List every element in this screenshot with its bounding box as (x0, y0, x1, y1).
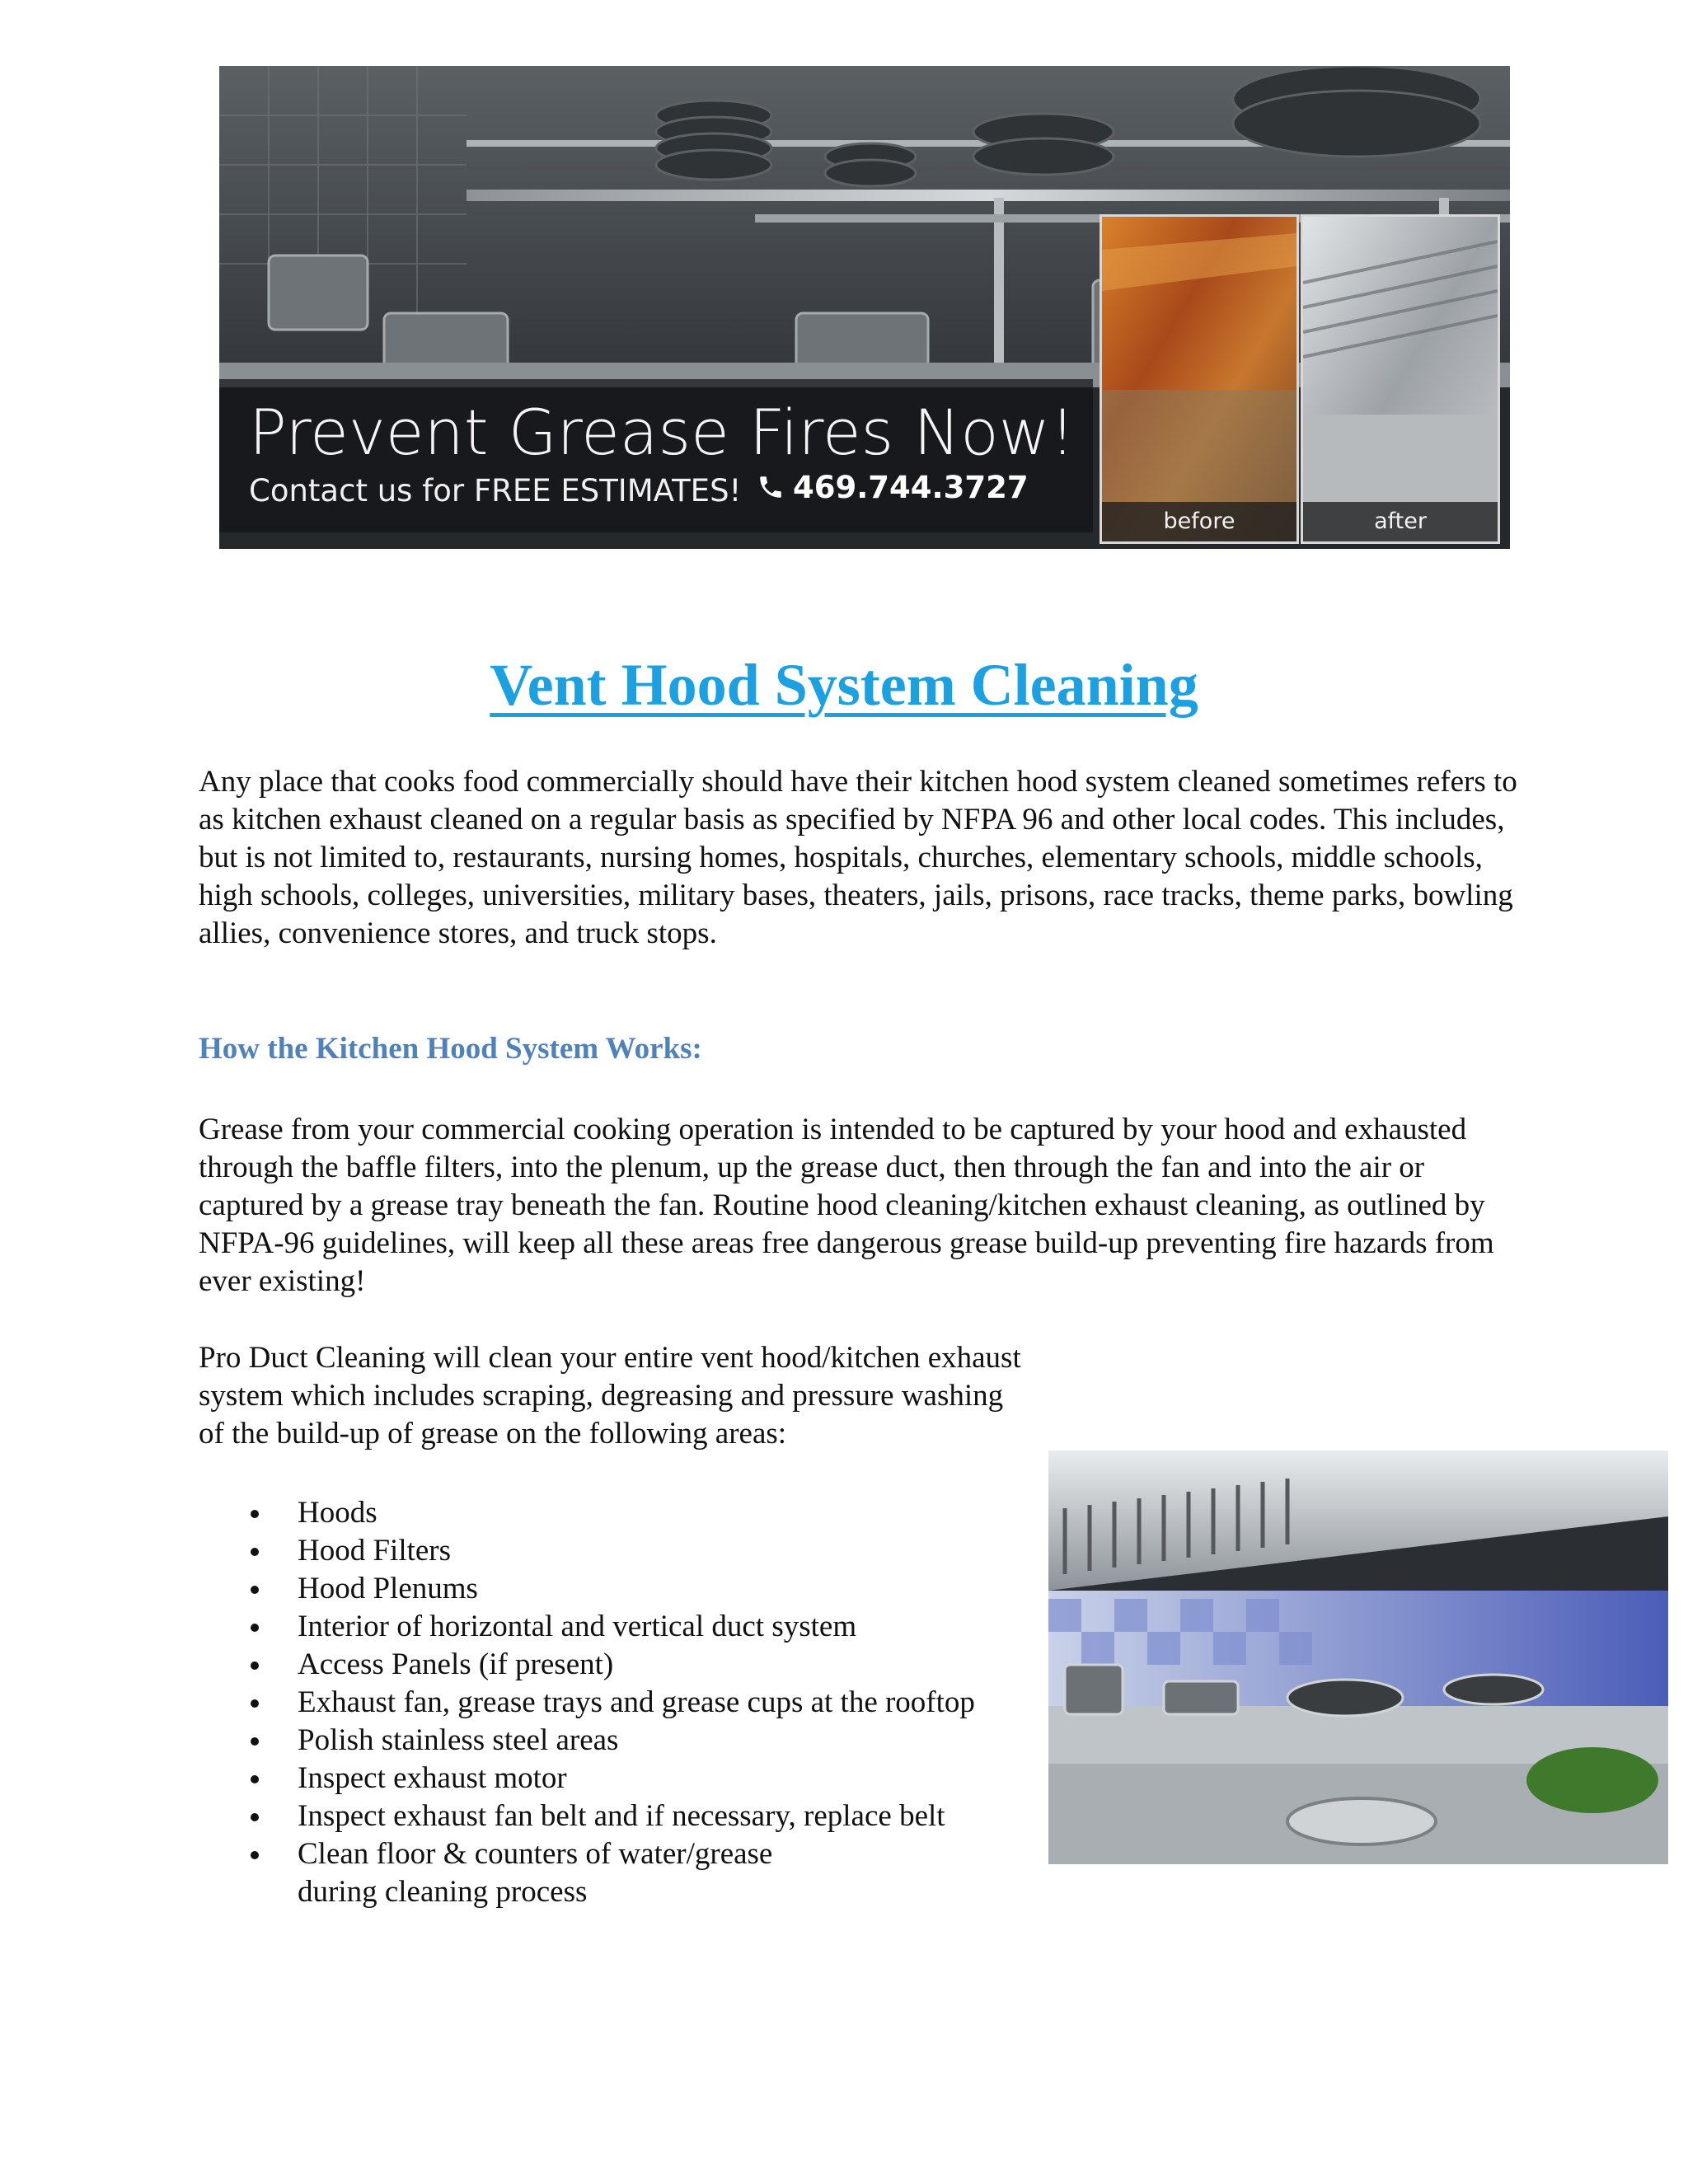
bullet-icon (251, 1586, 259, 1594)
list-item: Clean floor & counters of water/grease during cleaning process (199, 1835, 1056, 1911)
banner-headline: Prevent Grease Fires Now! (249, 396, 1076, 469)
intro-paragraph: Any place that cooks food commercially should have their kitchen hood system cleaned sometimes refers to as kitchen exhaust cleaned on a regular basis as specified by NFPA 96 and other local codes. This includes, but is not limited to, restaurants, nursing homes, hospitals, churches, elementary schools, middle schools, high schools, colleges, universities, military bases, theaters, jails, prisons, race tracks, theme parks, bowling allies, convenience stores, and truck stops. (199, 765, 1517, 950)
kitchen-hood-image (1048, 1451, 1668, 1864)
bullet-icon (251, 1661, 259, 1670)
bullet-icon (251, 1775, 259, 1783)
list-item: Polish stainless steel areas (199, 1722, 1056, 1760)
service-areas-list (199, 1494, 1056, 1911)
phone-icon (757, 473, 785, 501)
before-photo (1100, 214, 1299, 544)
bullet-icon (251, 1624, 259, 1632)
before-label: before (1102, 502, 1296, 541)
bullet-icon (251, 1737, 259, 1746)
list-item: Exhaust fan, grease trays and grease cups at the rooftop (199, 1684, 1056, 1722)
list-item: Access Panels (if present) (199, 1646, 1056, 1684)
page-title[interactable]: Vent Hood System Cleaning (490, 652, 1198, 718)
after-photo (1301, 214, 1500, 544)
clean-hood-image (1303, 217, 1498, 541)
list-item: Hood Plenums (199, 1570, 1056, 1608)
banner-phone[interactable] (757, 470, 1029, 505)
bullet-icon (251, 1813, 259, 1821)
promo-banner (219, 66, 1510, 549)
greasy-hood-image (1102, 217, 1296, 541)
after-label: after (1303, 502, 1498, 541)
works-paragraph: Grease from your commercial cooking operation is intended to be captured by your hood and exhausted through the baffle filters, into the plenum, up the grease duct, then through the fan and into the air or captured by a grease tray beneath the fan. Routine hood cleaning/kitchen exhaust cleaning, as outlined by NFPA-96 guidelines, will keep all these areas free dangerous grease build-up preventing fire hazards from ever existing! (199, 1113, 1494, 1298)
bullet-icon (251, 1548, 259, 1556)
commercial-kitchen-photo (1048, 1451, 1668, 1864)
list-item: Inspect exhaust fan belt and if necessary, replace belt (199, 1797, 1056, 1835)
list-item: Inspect exhaust motor (199, 1760, 1056, 1797)
banner-subline: Contact us for FREE ESTIMATES! (249, 473, 742, 509)
list-item: Hoods (199, 1494, 1056, 1532)
bullet-icon (251, 1699, 259, 1708)
list-item: Interior of horizontal and vertical duct system (199, 1608, 1056, 1646)
bullet-icon (251, 1510, 259, 1518)
list-item: Hood Filters (199, 1532, 1056, 1570)
bullet-icon (251, 1851, 259, 1859)
works-subheading: How the Kitchen Hood System Works: (199, 1032, 702, 1066)
phone-number: 469.744.3727 (793, 470, 1029, 505)
service-paragraph: Pro Duct Cleaning will clean your entire vent hood/kitchen exhaust system which includes scraping, degreasing and pressure washing of the build-up of grease on the following areas: (199, 1341, 1021, 1451)
